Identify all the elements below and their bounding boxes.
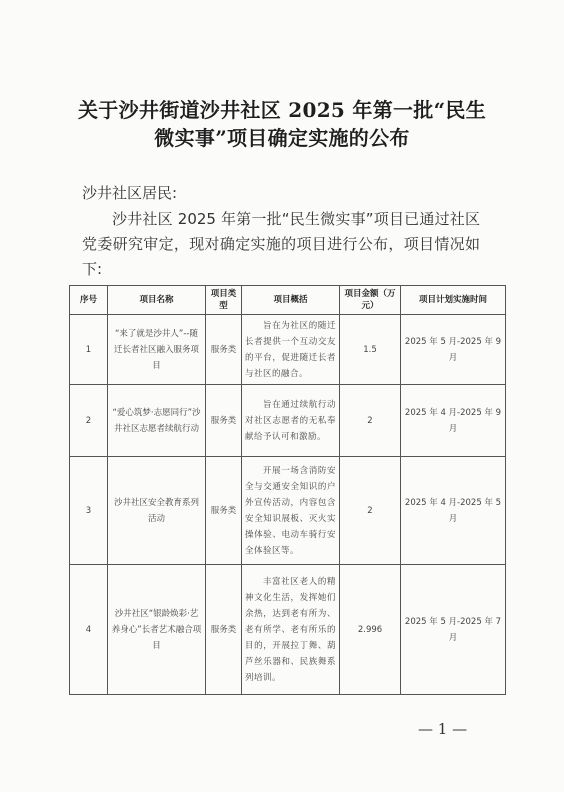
cell-time: 2025 年 4 月-2025 年 5 月 [401, 457, 506, 565]
header-time: 项目计划实施时间 [401, 286, 506, 315]
table-row [70, 315, 506, 385]
cell-type: 服务类 [206, 457, 242, 565]
header-no: 序号 [70, 286, 108, 315]
cell-no: 4 [70, 565, 108, 695]
cell-name: “来了就是沙井人”--随迁长者社区融入服务项目 [108, 315, 206, 385]
page-number: — 1 — [418, 720, 468, 738]
cell-amount: 1.5 [340, 315, 401, 385]
cell-type: 服务类 [206, 315, 242, 385]
cell-no: 1 [70, 315, 108, 385]
cell-no: 2 [70, 385, 108, 457]
header-name: 项目名称 [108, 286, 206, 315]
cell-time: 2025 年 4 月-2025 年 9 月 [401, 385, 506, 457]
salutation: 沙井社区居民: [82, 184, 178, 202]
table-row [70, 565, 506, 695]
table-header-row [70, 286, 506, 315]
cell-amount: 2.996 [340, 565, 401, 695]
cell-desc: 旨在为社区的随迁长者提供一个互动交友的平台，促进随迁长者与社区的融合。 [242, 315, 340, 385]
projects-table [69, 285, 506, 695]
header-amount: 项目金额（万元） [340, 286, 401, 315]
cell-desc: 旨在通过续航行动对社区志愿者的无私奉献给予认可和激励。 [242, 385, 340, 457]
table-row [70, 457, 506, 565]
cell-no: 3 [70, 457, 108, 565]
intro-paragraph: 沙井社区 2025 年第一批“民生微实事”项目已通过社区党委研究审定，现对确定实施的项目进行公布，项目情况如下: [82, 210, 480, 278]
cell-amount: 2 [340, 385, 401, 457]
cell-name: 沙井社区安全教育系列活动 [108, 457, 206, 565]
header-type: 项目类型 [206, 286, 242, 315]
header-desc: 项目概括 [242, 286, 340, 315]
cell-desc: 丰富社区老人的精神文化生活，发挥她们余热，达到老有所为、老有所学、老有所乐的目的，开展拉丁舞、葫芦丝乐器和、民族舞系列培训。 [242, 565, 340, 695]
cell-type: 服务类 [206, 565, 242, 695]
cell-name: 沙井社区“银龄焕彩·艺养身心”长者艺术融合项目 [108, 565, 206, 695]
cell-amount: 2 [340, 457, 401, 565]
cell-desc: 开展一场含消防安全与交通安全知识的户外宣传活动，内容包含安全知识展板、灭火实操体验、电动车骑行安全体验区等。 [242, 457, 340, 565]
cell-time: 2025 年 5 月-2025 年 9 月 [401, 315, 506, 385]
cell-type: 服务类 [206, 385, 242, 457]
document-title: 关于沙井街道沙井社区 2025 年第一批“民生微实事”项目确定实施的公布 [78, 98, 486, 150]
cell-time: 2025 年 5 月-2025 年 7 月 [401, 565, 506, 695]
cell-name: “爱心筑梦·志愿同行”沙井社区志愿者续航行动 [108, 385, 206, 457]
table-row [70, 385, 506, 457]
